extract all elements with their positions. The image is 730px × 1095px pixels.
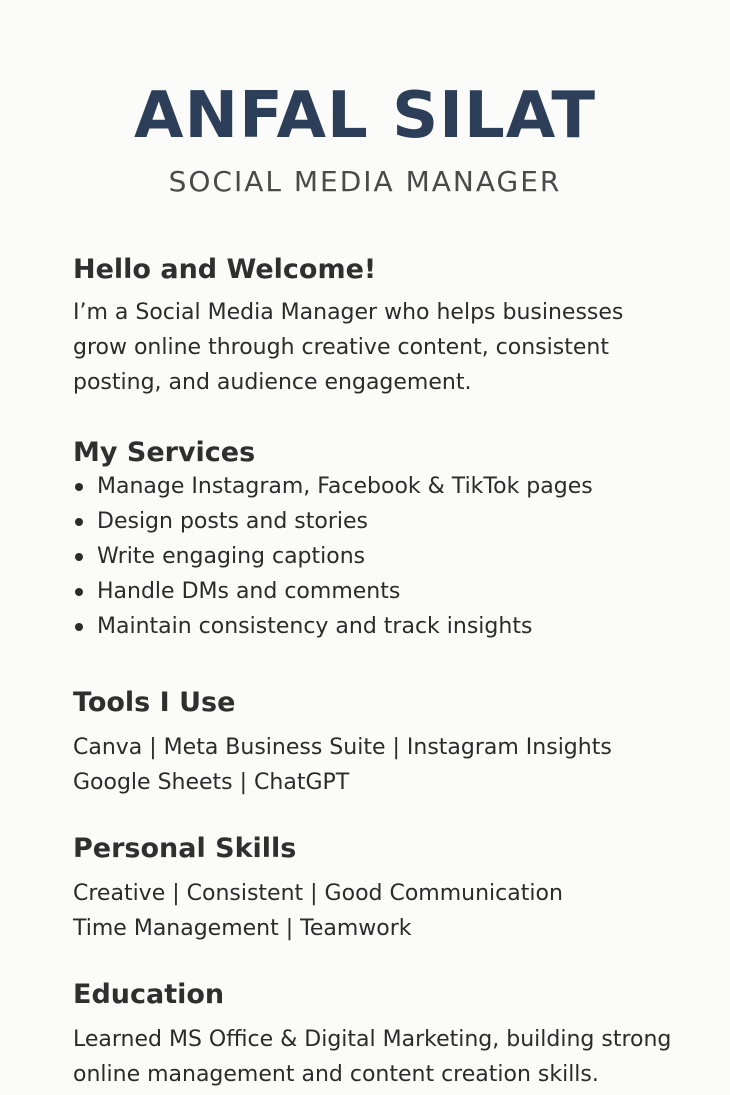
intro-heading: Hello and Welcome! (73, 254, 377, 285)
role-subtitle: SOCIAL MEDIA MANAGER (168, 165, 562, 198)
bullet-icon (75, 553, 83, 561)
bullet-icon (75, 623, 83, 631)
service-item (73, 609, 693, 644)
skills-text (73, 876, 693, 946)
intro-line: grow online through creative content, consistent (73, 335, 609, 360)
bullet-icon (75, 483, 83, 491)
education-heading: Education (73, 979, 225, 1010)
skills-heading: Personal Skills (73, 833, 297, 864)
tools-section (73, 686, 693, 800)
service-text: Maintain consistency and track insights (97, 614, 533, 639)
intro-line: I’m a Social Media Manager who helps businesses (73, 300, 624, 325)
education-section (73, 978, 693, 1092)
service-text: Design posts and stories (97, 509, 369, 534)
skills-line: Time Management | Teamwork (73, 916, 412, 941)
tools-line: Google Sheets | ChatGPT (73, 770, 350, 795)
tools-line: Canva | Meta Business Suite | Instagram Insights (73, 735, 612, 760)
service-item (73, 504, 693, 539)
education-line: Learned MS Office & Digital Marketing, building strong (73, 1027, 672, 1052)
services-list (73, 469, 693, 644)
skills-section (73, 832, 693, 946)
tools-heading: Tools I Use (73, 687, 236, 718)
services-section (73, 436, 693, 644)
bullet-icon (75, 588, 83, 596)
services-heading: My Services (73, 437, 256, 468)
service-item (73, 539, 693, 574)
service-item (73, 574, 693, 609)
education-line: online management and content creation skills. (73, 1062, 599, 1087)
service-text: Manage Instagram, Facebook & TikTok pages (97, 474, 593, 499)
skills-line: Creative | Consistent | Good Communication (73, 881, 563, 906)
service-item (73, 469, 693, 504)
service-text: Handle DMs and comments (97, 579, 401, 604)
intro-text (73, 295, 693, 400)
name-heading: ANFAL SILAT (134, 79, 596, 153)
tools-text (73, 730, 693, 800)
service-text: Write engaging captions (97, 544, 366, 569)
intro-line: posting, and audience engagement. (73, 370, 472, 395)
intro-section (73, 253, 693, 400)
education-text (73, 1022, 693, 1092)
bullet-icon (75, 518, 83, 526)
